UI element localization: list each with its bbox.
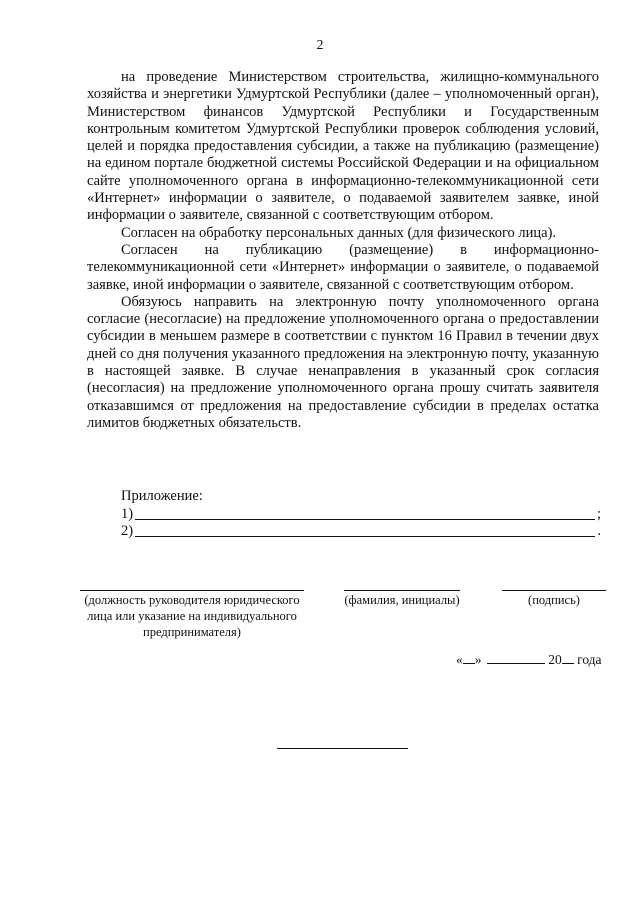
date-open-quote: «	[456, 652, 463, 667]
attachment-end-mark: .	[597, 523, 601, 539]
attachments-section	[121, 488, 601, 540]
sign-caption: (подпись)	[528, 593, 580, 607]
name-caption: (фамилия, инициалы)	[344, 593, 460, 607]
page-number: 2	[316, 38, 324, 53]
paragraph-obligation: Обязуюсь направить на электронную почту уполномоченного органа согласие (несогласие) на предложение уполномоченного органа о предоставлении субсидии в меньшем размере в соответствии с пунктом 16 Правил в течении двух дней со дня получения указанного предложения на электронную почту, указанную в настоящей заявке. В случае ненаправления в указанный срок согласия (несогласия) на предложение уполномоченного органа прошу считать заявителя отказавшимся от предложения на предоставление субсидии в пределах остатка лимитов бюджетных обязательств.	[87, 293, 599, 431]
attachment-fill-line	[135, 535, 595, 537]
date-close-quote: »	[474, 652, 482, 667]
attachment-label: 2)	[121, 523, 134, 539]
year-prefix: 20	[548, 652, 562, 667]
attachments-heading: Приложение:	[121, 488, 203, 504]
year-blank	[562, 653, 574, 664]
day-blank	[463, 653, 475, 664]
attachment-end-mark: ;	[596, 505, 601, 522]
year-suffix: года	[577, 652, 602, 667]
attachment-fill-line	[135, 518, 595, 520]
position-caption: (должность руководителя юридического лица или указание на индивидуального предпринимателя)	[84, 593, 300, 639]
attachment-row-1	[121, 505, 601, 523]
month-blank	[487, 653, 545, 664]
paragraph-consent-personal-data: Согласен на обработку персональных данных (для физического лица).	[121, 224, 557, 241]
paragraph-consent-publication: Согласен на публикацию (размещение) в информационно-телекоммуникационной сети «Интернет» информации о заявителе, о подаваемой заявке, иной информации о заявителе, связанной с соответствующим отбором.	[87, 241, 599, 293]
end-rule	[277, 748, 408, 749]
date-line	[456, 652, 606, 668]
body-text	[87, 69, 599, 432]
paragraph-consent-checks: на проведение Министерством строительства, жилищно-коммунального хозяйства и энергетики Удмуртской Республики (далее – уполномоченный орган), Министерством финансов Удмуртской Республики и Государственным контрольным комитетом Удмуртской Республики проверок соблюдения условий, целей и порядка предоставления субсидии, а также на публикацию (размещение) на едином портале бюджетной системы Российской Федерации и на официальном сайте уполномоченного органа в информационно-телекоммуникационной сети «Интернет» информации о заявителе, о подаваемой заявителем заявке, иной информации о заявителе, связанной с соответствующим отбором.	[87, 69, 599, 224]
attachment-row-2	[121, 523, 601, 541]
attachment-label: 1)	[121, 505, 134, 522]
